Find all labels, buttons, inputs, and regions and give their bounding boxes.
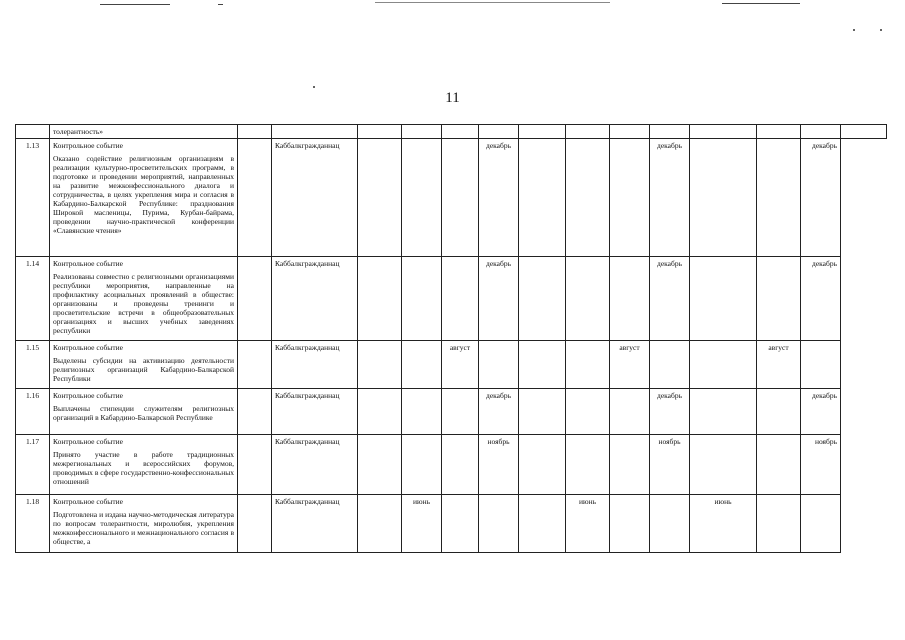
schedule-cell <box>650 495 690 553</box>
event-description <box>50 139 238 257</box>
row-number: 1.13 <box>16 139 50 257</box>
table-row-continuation <box>16 125 887 139</box>
schedule-cell <box>402 435 442 495</box>
schedule-cell <box>358 389 402 435</box>
schedule-cell <box>690 389 757 435</box>
schedule-cell <box>519 139 566 257</box>
schedule-cell <box>757 389 801 435</box>
schedule-cell <box>402 389 442 435</box>
schedule-cell <box>610 495 650 553</box>
schedule-cell: декабрь <box>479 389 519 435</box>
schedule-cell: декабрь <box>801 389 841 435</box>
schedule-cell: декабрь <box>801 139 841 257</box>
table-row <box>16 435 887 495</box>
table-cell <box>238 389 272 435</box>
continuation-text: толерантность» <box>50 125 238 139</box>
table-cell <box>238 435 272 495</box>
schedule-cell <box>757 495 801 553</box>
schedule-cell <box>479 341 519 389</box>
schedule-cell <box>358 495 402 553</box>
schedule-cell <box>358 435 402 495</box>
table-row <box>16 495 887 553</box>
schedule-cell <box>690 435 757 495</box>
schedule-cell <box>519 389 566 435</box>
scan-speck <box>313 86 315 88</box>
event-text: Выделены субсидии на активизацию деятельности религиозных организаций Кабардино-Балкарской Республики <box>53 356 234 383</box>
schedule-cell: август <box>610 341 650 389</box>
table-cell <box>801 125 841 139</box>
event-label: Контрольное событие <box>53 391 123 400</box>
schedule-cell <box>610 435 650 495</box>
schedule-cell: декабрь <box>801 257 841 341</box>
scan-line <box>100 4 170 5</box>
table-cell <box>610 125 650 139</box>
schedule-cell: декабрь <box>479 257 519 341</box>
executor: Каббалкгражданнац <box>272 139 358 257</box>
event-label: Контрольное событие <box>53 259 123 268</box>
event-label: Контрольное событие <box>53 343 123 352</box>
event-label: Контрольное событие <box>53 141 123 150</box>
schedule-cell <box>610 257 650 341</box>
schedule-cell <box>801 495 841 553</box>
schedule-cell <box>610 389 650 435</box>
scan-line <box>218 4 223 5</box>
table-body <box>16 125 887 553</box>
schedule-cell <box>566 139 610 257</box>
schedule-cell <box>610 139 650 257</box>
row-number: 1.16 <box>16 389 50 435</box>
table-cell <box>272 125 358 139</box>
schedule-cell <box>650 341 690 389</box>
event-description <box>50 435 238 495</box>
table-cell <box>16 125 50 139</box>
schedule-cell <box>358 257 402 341</box>
schedule-cell: август <box>442 341 479 389</box>
row-number: 1.17 <box>16 435 50 495</box>
event-text: Принято участие в работе традиционных межрегиональных и всероссийских форумов, проводимых в сфере государственно-конфессиональных отношений <box>53 450 234 486</box>
schedule-cell <box>690 139 757 257</box>
table-cell <box>650 125 690 139</box>
schedule-cell <box>402 139 442 257</box>
table-row <box>16 257 887 341</box>
schedule-cell <box>801 341 841 389</box>
schedule-cell: ноябрь <box>801 435 841 495</box>
schedule-cell <box>519 257 566 341</box>
schedule-cell <box>519 495 566 553</box>
table-cell <box>841 125 887 139</box>
table-cell <box>238 125 272 139</box>
schedule-cell <box>690 257 757 341</box>
table-cell <box>238 495 272 553</box>
table-cell <box>757 125 801 139</box>
row-number: 1.18 <box>16 495 50 553</box>
schedule-cell: июнь <box>566 495 610 553</box>
table-cell <box>238 139 272 257</box>
schedule-cell <box>757 435 801 495</box>
scan-line <box>375 2 610 3</box>
executor: Каббалкгражданнац <box>272 435 358 495</box>
executor: Каббалкгражданнац <box>272 389 358 435</box>
event-label: Контрольное событие <box>53 497 123 506</box>
schedule-cell: ноябрь <box>479 435 519 495</box>
event-description <box>50 257 238 341</box>
schedule-cell: июнь <box>402 495 442 553</box>
schedule-cell: август <box>757 341 801 389</box>
schedule-cell <box>358 341 402 389</box>
page-number: 11 <box>445 90 460 106</box>
event-text: Оказано содействие религиозным организациям в реализации культурно-просветительских программ, в подготовке и проведении мероприятий, направленных на развитие межконфессионального диалога и сотрудничества, в целях укрепления мира и согласия в Кабардино-Балкарской Республике: празднования Широкой масленицы, Пурима, Курбан-байрама, проведении научно-практической конференции «Славянские чтения» <box>53 154 234 235</box>
schedule-cell <box>757 139 801 257</box>
schedule-cell: декабрь <box>479 139 519 257</box>
executor: Каббалкгражданнац <box>272 495 358 553</box>
schedule-cell: ноябрь <box>650 435 690 495</box>
table-cell <box>358 125 402 139</box>
scan-speck <box>880 29 882 31</box>
table-row <box>16 389 887 435</box>
schedule-cell <box>566 257 610 341</box>
event-label: Контрольное событие <box>53 437 123 446</box>
table-cell <box>238 341 272 389</box>
schedule-cell <box>442 389 479 435</box>
schedule-cell: декабрь <box>650 389 690 435</box>
schedule-cell <box>442 139 479 257</box>
table-row <box>16 139 887 257</box>
event-description <box>50 495 238 553</box>
table-cell <box>566 125 610 139</box>
schedule-cell: декабрь <box>650 257 690 341</box>
row-number: 1.15 <box>16 341 50 389</box>
schedule-cell <box>442 257 479 341</box>
schedule-cell <box>442 435 479 495</box>
table-cell <box>402 125 442 139</box>
event-text: Выплачены стипендии служителям религиозных организаций в Кабардино-Балкарской Республике <box>53 404 234 422</box>
events-table <box>15 124 887 553</box>
schedule-cell <box>402 341 442 389</box>
scan-speck <box>853 29 855 31</box>
event-description <box>50 389 238 435</box>
schedule-cell: декабрь <box>650 139 690 257</box>
schedule-cell <box>402 257 442 341</box>
schedule-cell <box>519 435 566 495</box>
schedule-cell <box>566 435 610 495</box>
executor: Каббалкгражданнац <box>272 257 358 341</box>
schedule-cell <box>442 495 479 553</box>
schedule-cell <box>566 389 610 435</box>
schedule-cell <box>479 495 519 553</box>
table-cell <box>690 125 757 139</box>
schedule-cell <box>358 139 402 257</box>
event-text: Подготовлена и издана научно-методическая литература по вопросам толерантности, миролюбия, укрепления межконфессионального и межнационального согласия в обществе, а <box>53 510 234 546</box>
executor: Каббалкгражданнац <box>272 341 358 389</box>
schedule-cell: июнь <box>690 495 757 553</box>
schedule-cell <box>757 257 801 341</box>
scan-line <box>722 3 800 4</box>
table-cell <box>479 125 519 139</box>
event-text: Реализованы совместно с религиозными организациями республики мероприятия, направленные на профилактику асоциальных проявлений в обществе: организованы и проведены тренинги и просветительские встречи в общеобразовательных организациях и высших учебных заведениях республики <box>53 272 234 335</box>
table-cell <box>519 125 566 139</box>
schedule-cell <box>566 341 610 389</box>
table-cell <box>442 125 479 139</box>
table-row <box>16 341 887 389</box>
event-description <box>50 341 238 389</box>
schedule-cell <box>690 341 757 389</box>
table-cell <box>238 257 272 341</box>
schedule-cell <box>519 341 566 389</box>
row-number: 1.14 <box>16 257 50 341</box>
